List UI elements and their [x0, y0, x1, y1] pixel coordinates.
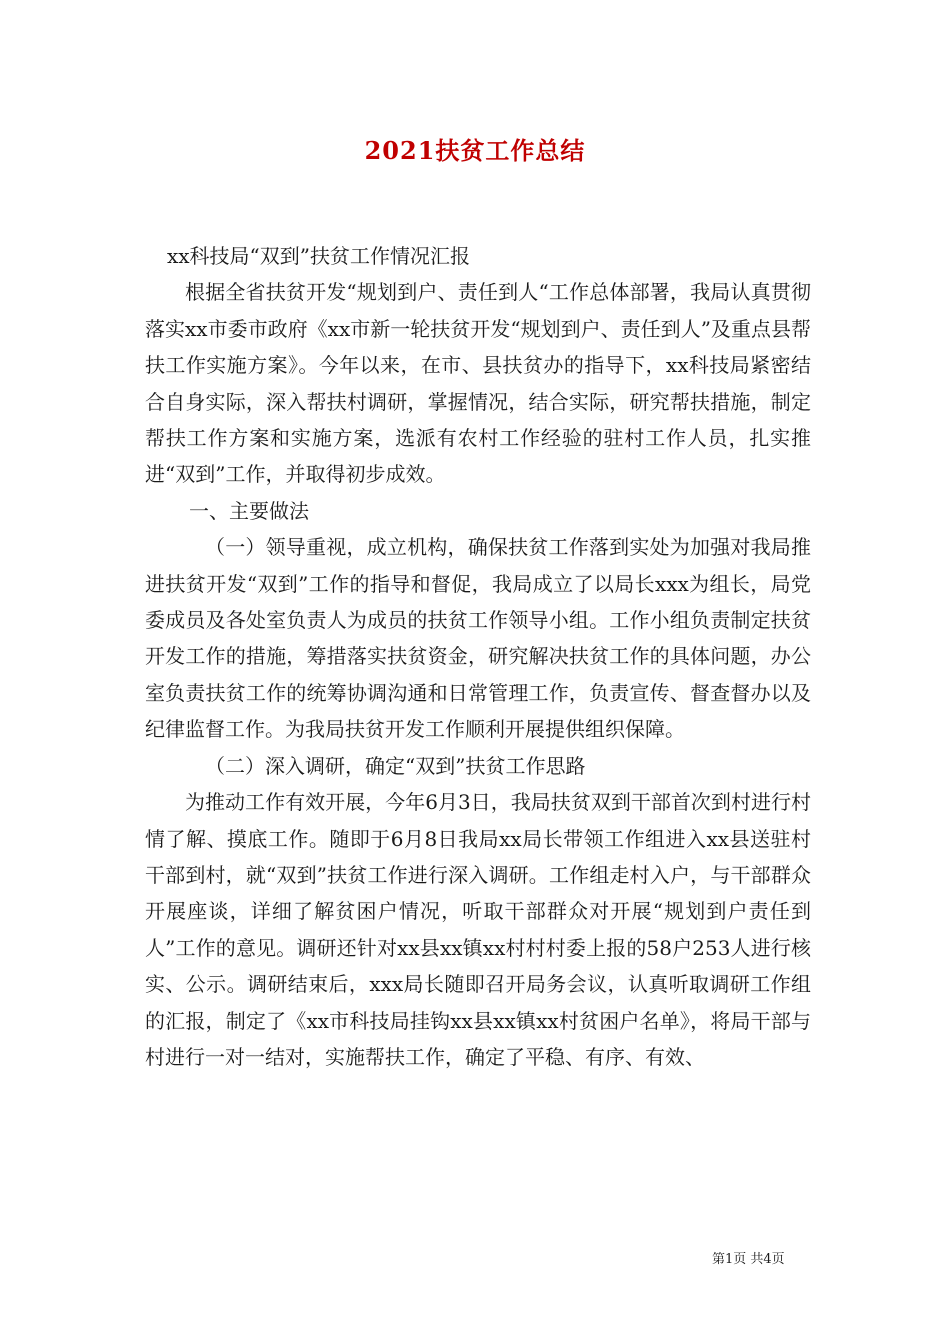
page-number: 第1页 共4页 — [712, 1252, 785, 1267]
document-body — [145, 238, 811, 1075]
subsection-2-heading: （二）深入调研，确定“双到”扶贫工作思路 — [205, 753, 586, 778]
report-subtitle: xx科技局“双到”扶贫工作情况汇报 — [167, 244, 471, 268]
section-heading-main-methods: 一、主要做法 — [189, 498, 309, 523]
subsection-1-paragraph: （一）领导重视，成立机构，确保扶贫工作落到实处为加强对我局推进扶贫开发“双到”工作的指导和督促，我局成立了以局长xxx为组长，局党委成员及各处室负责人为成员的扶贫工作领导小组。工作小组负责制定扶贫开发工作的措施，筹措落实扶贫资金，研究解决扶贫工作的具体问题，办公室负责扶贫工作的统筹协调沟通和日常管理工作，负责宣传、督查督办以及纪律监督工作。为我局扶贫开发工作顺利开展提供组织保障。 — [145, 535, 811, 742]
intro-paragraph: 根据全省扶贫开发“规划到户、责任到人“工作总体部署，我局认真贯彻落实xx市委市政府《xx市新一轮扶贫开发“规划到户、责任到人”及重点县帮扶工作实施方案》。今年以来，在市、县扶贫办的指导下，xx科技局紧密结合自身实际，深入帮扶村调研，掌握情况，结合实际，研究帮扶措施，制定帮扶工作方案和实施方案，选派有农村工作经验的驻村工作人员，扎实推进“双到”工作，并取得初步成效。 — [145, 280, 811, 487]
subsection-2-paragraph: 为推动工作有效开展，今年6月3日，我局扶贫双到干部首次到村进行村情了解、摸底工作。随即于6月8日我局xx局长带领工作组进入xx县送驻村干部到村，就“双到”扶贫工作进行深入调研。工作组走村入户，与干部群众开展座谈，详细了解贫困户情况，听取干部群众对开展“规划到户责任到人”工作的意见。调研还针对xx县xx镇xx村村村委上报的58户253人进行核实、公示。调研结束后，xxx局长随即召开局务会议，认真听取调研工作组的汇报，制定了《xx市科技局挂钩xx县xx镇xx村贫困户名单》，将局干部与村进行一对一结对，实施帮扶工作，确定了平稳、有序、有效、 — [145, 790, 811, 1069]
page-title: 2021扶贫工作总结 — [364, 136, 586, 165]
